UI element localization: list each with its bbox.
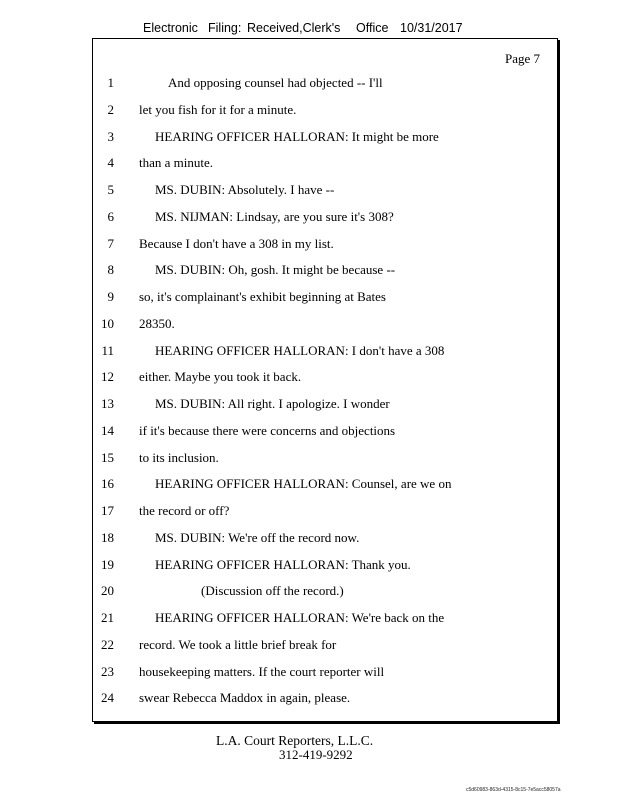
transcript-line: HEARING OFFICER HALLORAN: Counsel, are we on xyxy=(155,476,452,492)
transcript-line: HEARING OFFICER HALLORAN: Thank you. xyxy=(155,556,411,572)
footer-phone: 312-419-9292 xyxy=(279,747,353,762)
transcript-line: MS. DUBIN: Absolutely. I have -- xyxy=(155,182,335,197)
transcript-line: HEARING OFFICER HALLORAN: I don't have a 308 xyxy=(155,342,445,358)
line-number: 13 xyxy=(101,396,114,411)
line-number: 9 xyxy=(107,289,114,304)
filing-header-date: 10/31/2017 xyxy=(400,21,463,35)
line-number: 3 xyxy=(107,128,114,144)
footer-company: L.A. Court Reporters, L.L.C. xyxy=(216,733,374,748)
transcript-line: Because I don't have a 308 in my list. xyxy=(139,235,334,251)
transcript-line: MS. DUBIN: Oh, gosh. It might be because -- xyxy=(155,262,396,278)
line-number: 10 xyxy=(101,315,114,331)
line-number: 5 xyxy=(107,182,114,197)
filing-header-word: Office xyxy=(356,21,389,35)
line-number: 20 xyxy=(101,583,114,599)
line-number: 21 xyxy=(101,610,114,625)
transcript-line: HEARING OFFICER HALLORAN: We're back on the xyxy=(155,610,445,625)
line-number: 2 xyxy=(107,101,114,117)
line-number: 16 xyxy=(101,476,114,492)
line-number: 14 xyxy=(101,422,114,438)
filing-header-word: Received,Clerk's xyxy=(247,21,341,35)
line-number: 18 xyxy=(101,529,114,545)
line-number: 22 xyxy=(101,636,114,652)
transcript-line: to its inclusion. xyxy=(139,449,219,465)
transcript-line: either. Maybe you took it back. xyxy=(139,369,302,385)
filing-header-word: Filing: xyxy=(208,21,242,35)
line-number: 23 xyxy=(101,663,114,679)
transcript-line: so, it's complainant's exhibit beginning at Bates xyxy=(139,289,386,304)
line-number: 4 xyxy=(107,155,114,171)
line-number: 1 xyxy=(107,75,114,90)
transcript-line: 28350. xyxy=(139,315,175,331)
page-number: Page 7 xyxy=(504,51,540,66)
line-number: 11 xyxy=(101,342,114,358)
line-number: 12 xyxy=(101,369,114,385)
transcript-line: than a minute. xyxy=(139,155,214,171)
transcript-page xyxy=(92,38,558,722)
transcript-line: if it's because there were concerns and objections xyxy=(139,422,396,438)
filing-header-word: Electronic xyxy=(143,21,198,35)
document-hash: c5d60983-863d-4315-8c15-7e5acc58057a xyxy=(466,787,561,793)
transcript-line: the record or off? xyxy=(139,503,230,518)
line-number: 6 xyxy=(107,208,114,224)
line-number: 19 xyxy=(101,556,114,572)
transcript-line: swear Rebecca Maddox in again, please. xyxy=(139,690,351,706)
transcript-line: And opposing counsel had objected -- I'll xyxy=(168,75,383,90)
line-number: 17 xyxy=(101,503,114,518)
transcript-line: housekeeping matters. If the court reporter will xyxy=(139,663,385,679)
line-number: 8 xyxy=(107,262,114,278)
transcript-line: let you fish for it for a minute. xyxy=(139,101,297,117)
transcript-line: (Discussion off the record.) xyxy=(201,583,344,599)
transcript-line: record. We took a little brief break for xyxy=(139,636,337,652)
transcript-line: HEARING OFFICER HALLORAN: It might be more xyxy=(155,128,439,144)
transcript-line: MS. DUBIN: We're off the record now. xyxy=(155,529,360,545)
transcript-line: MS. NIJMAN: Lindsay, are you sure it's 308? xyxy=(155,208,394,224)
line-number: 7 xyxy=(107,235,114,251)
transcript-line: MS. DUBIN: All right. I apologize. I wonder xyxy=(155,396,390,411)
line-number: 24 xyxy=(101,690,114,706)
line-number: 15 xyxy=(101,449,114,465)
